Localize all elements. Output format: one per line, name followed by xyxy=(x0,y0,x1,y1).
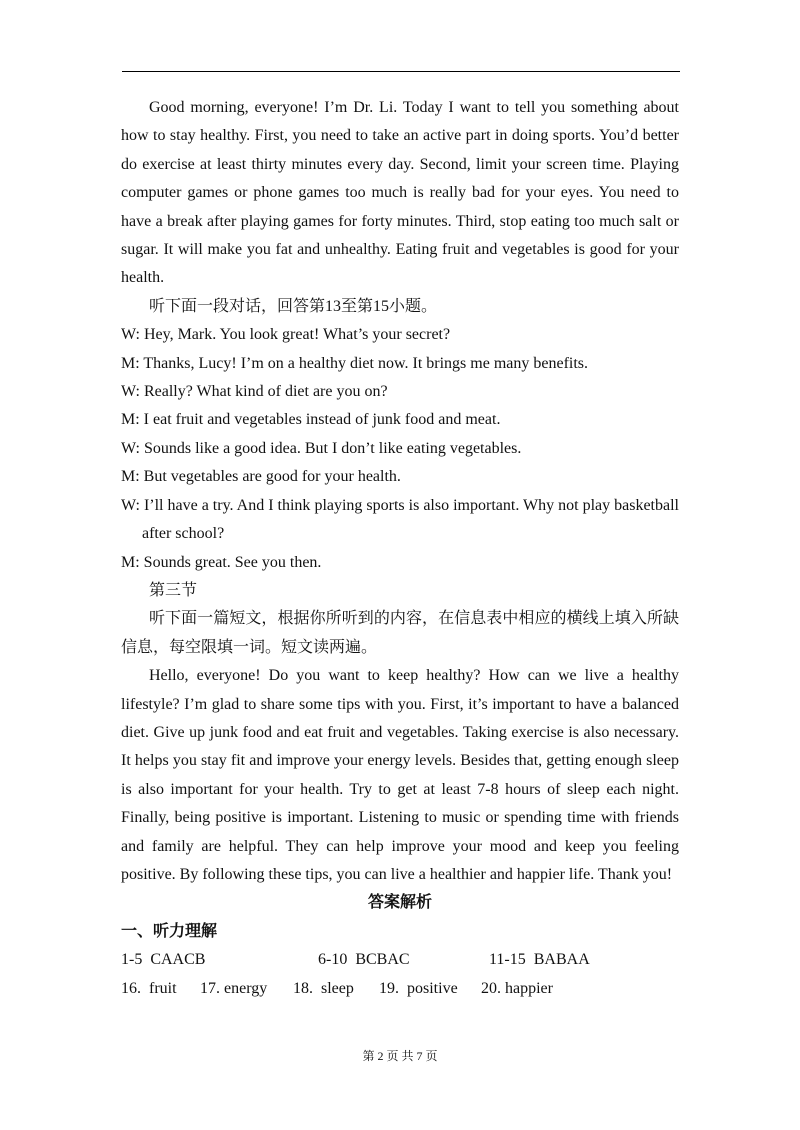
answer-group: 6-10 BCBAC xyxy=(318,951,410,969)
passage-paragraph: Hello, everyone! Do you want to keep healthy? How can we live a healthy lifestyle? I’m glad to share some tips with you. First, it’s important to have a balanced diet. Give up junk food and eat fruit and vegetables. Taking exercise is also necessary. It helps you stay fit and improve your energy levels. Besides that, getting enough sleep is also important for your health. Try to get at least 7-8 hours of sleep each night. Finally, being positive is important. Listening to music or spending time with friends and family are helpful. They can help improve your mood and keep you feeling positive. By following these tips, you can live a healthier and happier life. Thank you! xyxy=(121,667,679,883)
answer-row xyxy=(121,946,679,974)
answer-item: 19. positive xyxy=(379,979,458,997)
speech-paragraph: Good morning, everyone! I’m Dr. Li. Today I want to tell you something about how to stay healthy. First, you need to take an active part in doing sports. You’d better do exercise at least thirty minutes every day. Second, limit your screen time. Playing computer games or phone games too much is really bad for your eyes. You need to have a break after playing games for forty minutes. Third, stop eating too much salt or sugar. It will make you fat and unhealthy. Eating fruit and vegetables is good for your health. xyxy=(121,99,679,287)
section-3-instruction: 听下面一篇短文，根据你所听到的内容，在信息表中相应的横线上填入所缺信息，每空限填一词。短文读两遍。 xyxy=(121,610,679,656)
dialogue-line: M: Sounds great. See you then. xyxy=(121,553,322,571)
answer-item: 17. energy xyxy=(200,979,268,997)
dialogue-line: W: Sounds like a good idea. But I don’t like eating vegetables. xyxy=(121,439,522,457)
dialogue-line: W: Hey, Mark. You look great! What’s your secret? xyxy=(121,326,451,344)
answer-group: 11-15 BABAA xyxy=(489,951,590,969)
dialogue xyxy=(121,321,679,577)
answer-group: 1-5 CAACB xyxy=(121,951,206,969)
answers-title: 答案解析 xyxy=(367,894,432,912)
dialogue-instruction: 听下面一段对话，回答第13至第15小题。 xyxy=(149,297,438,315)
dialogue-line: M: I eat fruit and vegetables instead of junk food and meat. xyxy=(121,411,501,429)
dialogue-line: M: Thanks, Lucy! I’m on a healthy diet now. It brings me many benefits. xyxy=(121,354,589,372)
dialogue-line: W: Really? What kind of diet are you on? xyxy=(121,383,388,401)
dialogue-line: M: But vegetables are good for your health. xyxy=(121,468,401,486)
section-1-heading: 一、听力理解 xyxy=(121,922,218,940)
answer-item: 18. sleep xyxy=(293,979,354,997)
dialogue-line: W: I’ll have a try. And I think playing sports is also important. Why not play basketball after school? xyxy=(121,496,679,543)
answer-row xyxy=(121,975,679,1003)
answer-item: 16. fruit xyxy=(121,979,177,997)
answer-item: 20. happier xyxy=(481,979,553,997)
page-body xyxy=(121,94,679,1003)
page-number: 第 2 页 共 7 页 xyxy=(362,1049,438,1063)
section-3-heading: 第三节 xyxy=(149,581,198,599)
top-rule xyxy=(122,71,680,72)
